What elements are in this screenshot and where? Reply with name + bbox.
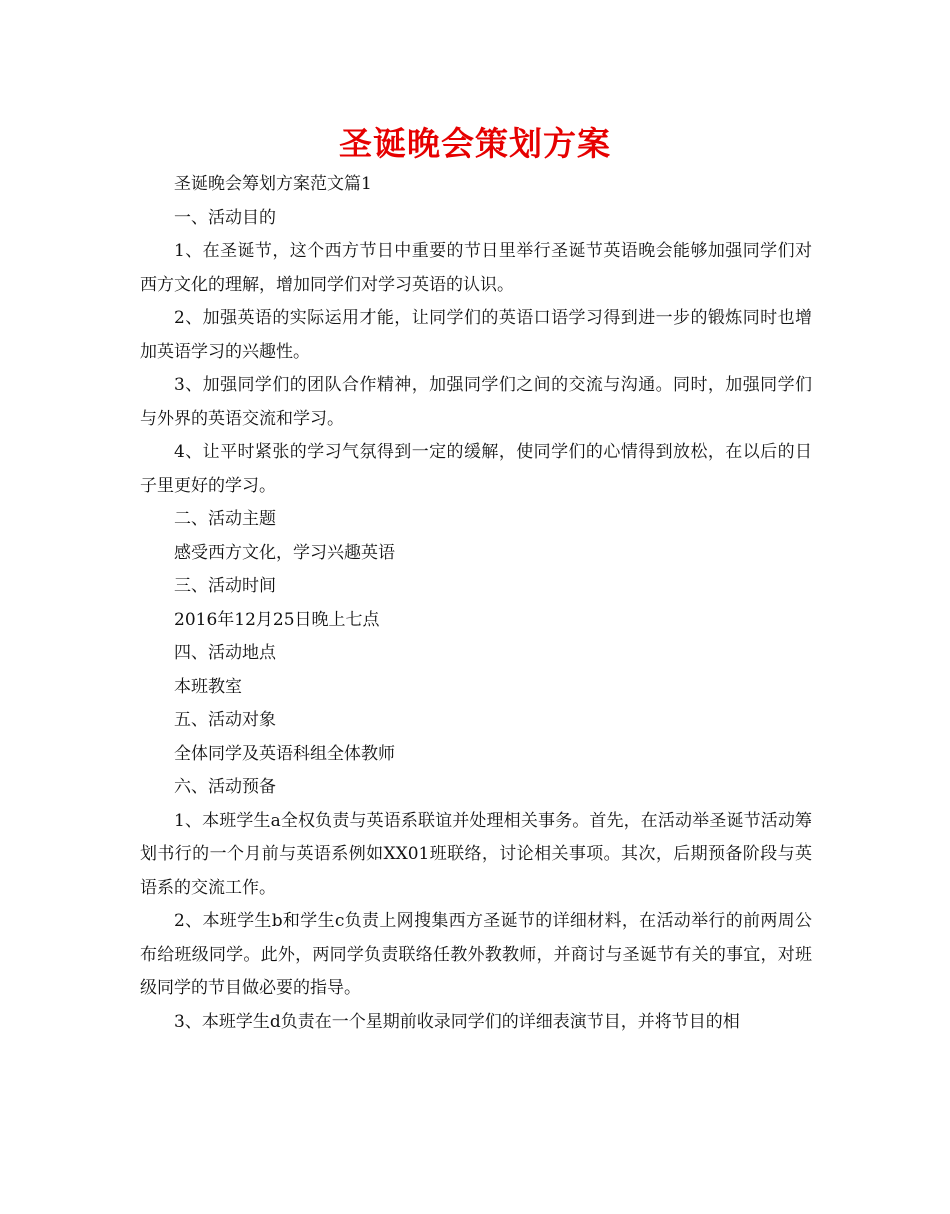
paragraph-theme: 感受西方文化，学习兴趣英语 (174, 542, 395, 563)
section-heading-preparation: 六、活动预备 (174, 777, 276, 797)
paragraph-subtitle: 圣诞晚会筹划方案范文篇1 (174, 174, 372, 194)
document-title: 圣诞晚会策划方案 (339, 124, 611, 163)
section-heading-time: 三、活动时间 (174, 576, 276, 596)
paragraph-preparation-3: 3、本班学生d负责在一个星期前收录同学们的详细表演节目，并将节目的相 (174, 1011, 740, 1032)
paragraph-location: 本班教室 (174, 676, 242, 697)
document-body (140, 168, 812, 1039)
section-heading-location: 四、活动地点 (174, 643, 276, 663)
section-heading-purpose: 一、活动目的 (174, 207, 276, 228)
paragraph-purpose-3: 3、加强同学们的团队合作精神，加强同学们之间的交流与沟通。同时，加强同学们与外界的英语交流和学习。 (140, 375, 812, 429)
paragraph-preparation-1: 1、本班学生a全权负责与英语系联谊并处理相关事务。首先，在活动举圣诞节活动筹划书行的一个月前与英语系例如XX01班联络，讨论相关事项。其次，后期预备阶段与英语系的交流工作。 (140, 810, 812, 898)
paragraph-purpose-2: 2、加强英语的实际运用才能，让同学们的英语口语学习得到进一步的锻炼同时也增加英语学习的兴趣性。 (140, 308, 812, 362)
paragraph-audience: 全体同学及英语科组全体教师 (174, 743, 395, 764)
section-heading-theme: 二、活动主题 (174, 509, 276, 529)
paragraph-time: 2016年12月25日晚上七点 (174, 609, 380, 630)
paragraph-purpose-1: 1、在圣诞节，这个西方节日中重要的节日里举行圣诞节英语晚会能够加强同学们对西方文化的理解，增加同学们对学习英语的认识。 (140, 241, 812, 295)
paragraph-purpose-4: 4、让平时紧张的学习气氛得到一定的缓解，使同学们的心情得到放松，在以后的日子里更好的学习。 (140, 442, 812, 496)
paragraph-preparation-2: 2、本班学生b和学生c负责上网搜集西方圣诞节的详细材料，在活动举行的前两周公布给班级同学。此外，两同学负责联络任教外教教师，并商讨与圣诞节有关的事宜，对班级同学的节目做必要的指导。 (140, 911, 812, 998)
section-heading-audience: 五、活动对象 (174, 710, 276, 730)
